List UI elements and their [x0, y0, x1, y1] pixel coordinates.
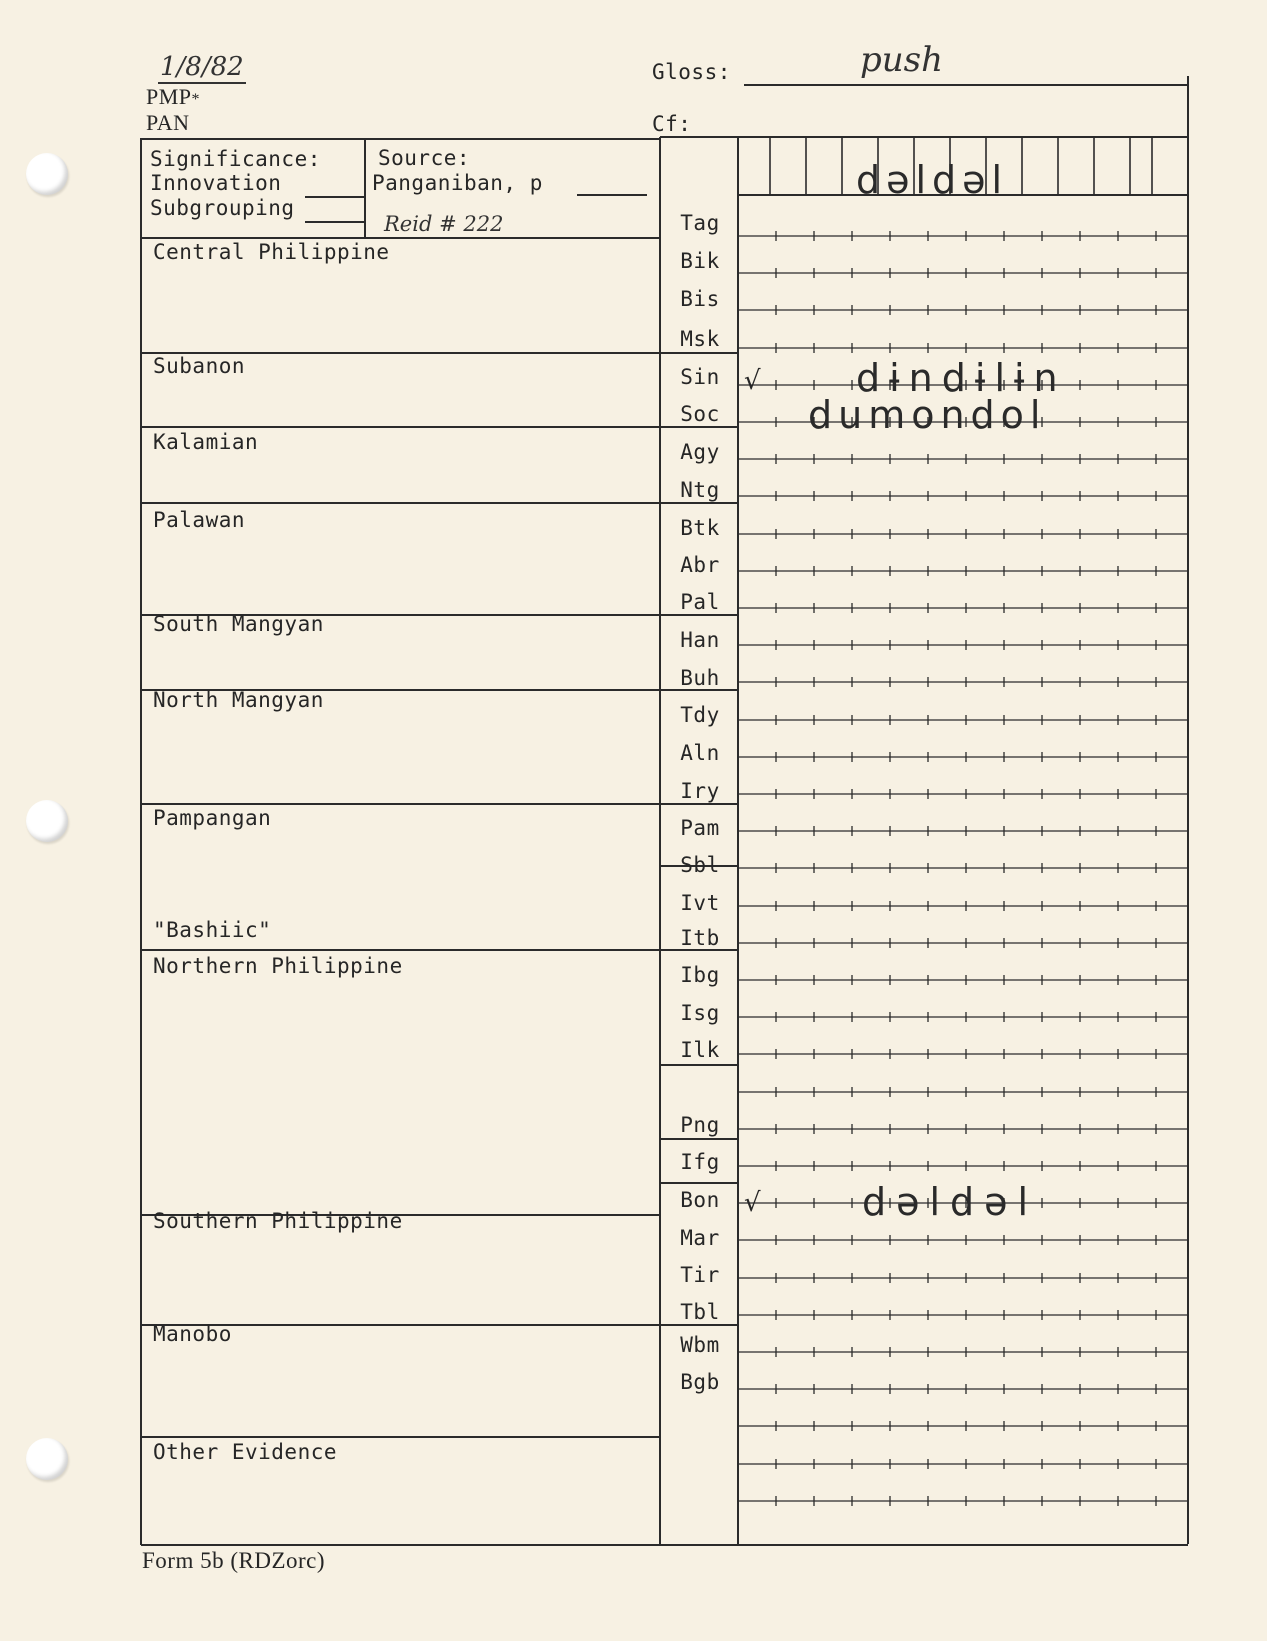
language-abbr: Ibg [680, 963, 720, 987]
group-name: "Bashiic" [153, 918, 272, 942]
innovation-label: Innovation [150, 171, 282, 195]
group-name: Kalamian [153, 430, 259, 454]
language-abbr: Tir [680, 1263, 720, 1287]
language-abbr: Bgb [680, 1370, 720, 1394]
language-abbr: Pam [680, 816, 720, 840]
language-abbr: Soc [680, 402, 720, 426]
language-abbr: Mar [680, 1226, 720, 1250]
language-abbr: Ntg [680, 478, 720, 502]
language-abbr: Ilk [680, 1038, 720, 1062]
gloss-label: Gloss: [652, 60, 731, 84]
reid-reference: Reid # 222 [384, 212, 504, 236]
cf-label: Cf: [652, 112, 692, 136]
language-abbr: Wbm [680, 1333, 720, 1357]
group-name: Southern Philippine [153, 1209, 403, 1233]
form-footer: Form 5b (RDZorc) [142, 1548, 326, 1573]
language-abbr: Bik [680, 249, 720, 273]
group-name: Other Evidence [153, 1440, 338, 1464]
language-abbr: Png [680, 1113, 720, 1137]
bon-check: √ [744, 1188, 761, 1218]
group-name: Central Philippine [153, 240, 390, 264]
language-abbr: Tag [680, 211, 720, 235]
date: 1/8/82 [160, 52, 244, 82]
language-abbr: Bon [680, 1188, 720, 1212]
significance-label: Significance: [150, 147, 321, 171]
language-abbr: Sin [680, 365, 720, 389]
language-abbr: Tdy [680, 703, 720, 727]
language-abbr: Itb [680, 926, 720, 950]
pan-label: PAN [146, 110, 190, 135]
language-abbr: Agy [680, 440, 720, 464]
language-abbr: Btk [680, 516, 720, 540]
language-abbr: Han [680, 628, 720, 652]
subgrouping-label: Subgrouping [150, 196, 295, 220]
language-abbr: Isg [680, 1001, 720, 1025]
group-name: South Mangyan [153, 612, 324, 636]
source-value: Panganiban, p [372, 171, 543, 195]
group-name: Manobo [153, 1322, 232, 1346]
soc-form: dumondol [808, 393, 1047, 437]
group-name: Subanon [153, 354, 246, 378]
group-name: Palawan [153, 508, 246, 532]
pmp-label: PMP* [146, 84, 201, 109]
language-abbr: Abr [680, 553, 720, 577]
language-abbr: Bis [680, 287, 720, 311]
sin-form: dɨndɨlɨn [856, 356, 1067, 400]
language-abbr: Iry [680, 779, 720, 803]
reconstruction: dəldəl [856, 158, 1009, 202]
language-abbr: Aln [680, 741, 720, 765]
language-abbr: Msk [680, 327, 720, 351]
language-abbr: Pal [680, 590, 720, 614]
language-abbr: Ivt [680, 891, 720, 915]
group-name: Pampangan [153, 806, 272, 830]
group-name: Northern Philippine [153, 954, 403, 978]
gloss-value: push [860, 40, 944, 80]
language-abbr: Ifg [680, 1150, 720, 1174]
language-abbr: Tbl [680, 1300, 720, 1324]
bon-form: dəldəl [862, 1180, 1039, 1224]
source-label: Source: [378, 146, 471, 170]
language-abbr: Sbl [680, 853, 720, 877]
sin-check: √ [744, 366, 761, 396]
language-abbr: Buh [680, 666, 720, 690]
group-name: North Mangyan [153, 688, 324, 712]
